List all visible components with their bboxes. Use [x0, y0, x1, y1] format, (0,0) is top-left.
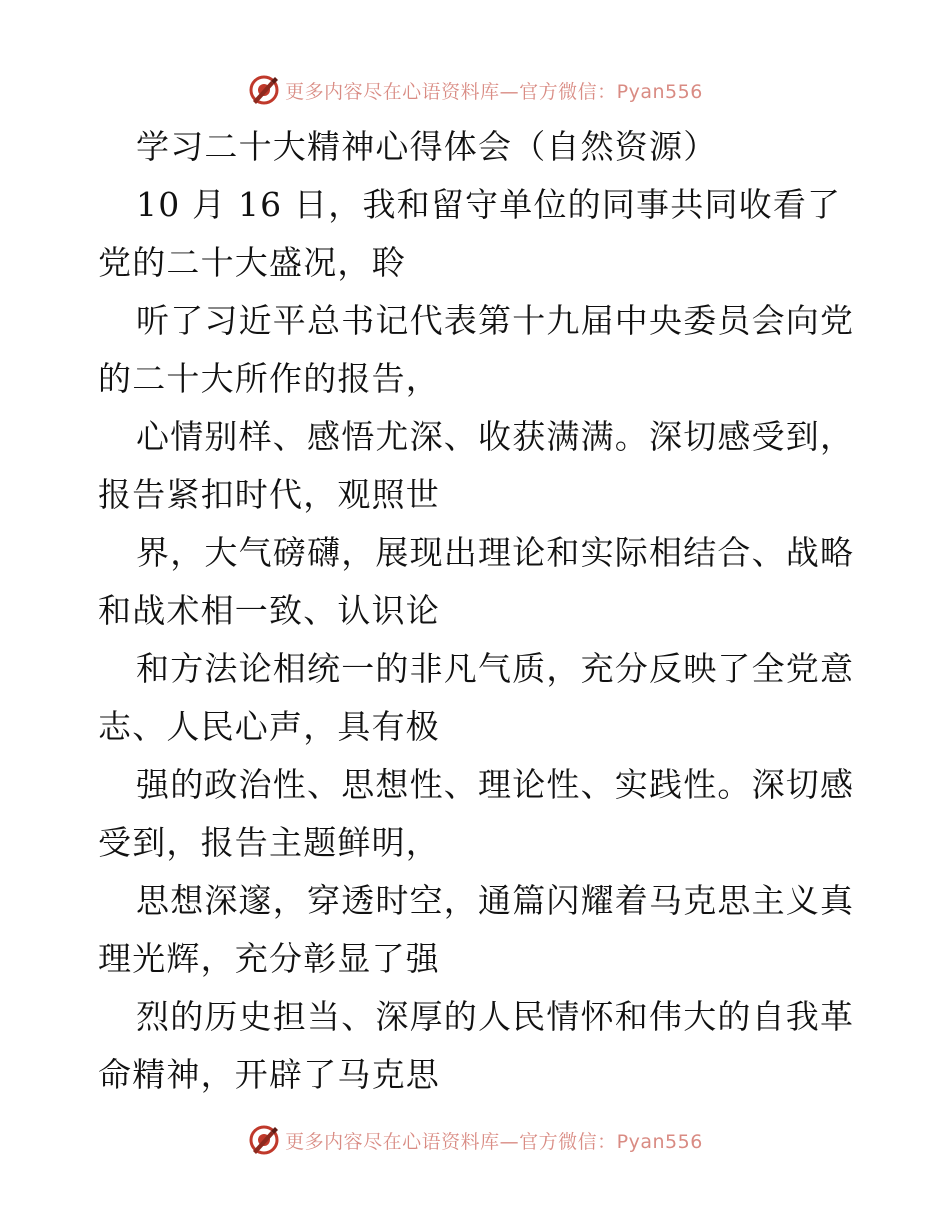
document-title: 学习二十大精神心得体会（自然资源）: [136, 127, 718, 166]
header-banner-text: 更多内容尽在心语资料库—官方微信：Pyan556: [285, 80, 703, 103]
paragraph-line: 命精神，开辟了马克思: [98, 1055, 440, 1094]
paragraph-line: 烈的历史担当、深厚的人民情怀和伟大的自我革: [136, 997, 855, 1036]
paragraph-line: 界，大气磅礴，展现出理论和实际相结合、战略: [136, 533, 855, 572]
paragraph-line: 的二十大所作的报告，: [98, 359, 440, 398]
pen-circle-logo-icon: [247, 1123, 281, 1157]
paragraph-line: 思想深邃，穿透时空，通篇闪耀着马克思主义真: [136, 881, 855, 920]
paragraph-line: 党的二十大盛况，聆: [98, 243, 406, 282]
pen-circle-logo-icon: [247, 73, 281, 107]
document-body: [98, 118, 858, 1104]
footer-banner-text: 更多内容尽在心语资料库—官方微信：Pyan556: [285, 1130, 703, 1153]
paragraph-line: 和方法论相统一的非凡气质，充分反映了全党意: [136, 649, 855, 688]
paragraph-line: 和战术相一致、认识论: [98, 591, 440, 630]
header-banner: [0, 70, 950, 110]
paragraph-line: 10 月 16 日，我和留守单位的同事共同收看了: [136, 185, 842, 224]
paragraph-line: 志、人民心声，具有极: [98, 707, 440, 746]
paragraph-line: 受到，报告主题鲜明，: [98, 823, 440, 862]
paragraph-line: 理光辉，充分彰显了强: [98, 939, 440, 978]
paragraph-line: 听了习近平总书记代表第十九届中央委员会向党: [136, 301, 855, 340]
paragraph-line: 心情别样、感悟尤深、收获满满。深切感受到，: [136, 417, 855, 456]
paragraph-line: 报告紧扣时代，观照世: [98, 475, 440, 514]
footer-banner: [0, 1120, 950, 1160]
paragraph-line: 强的政治性、思想性、理论性、实践性。深切感: [136, 765, 855, 804]
